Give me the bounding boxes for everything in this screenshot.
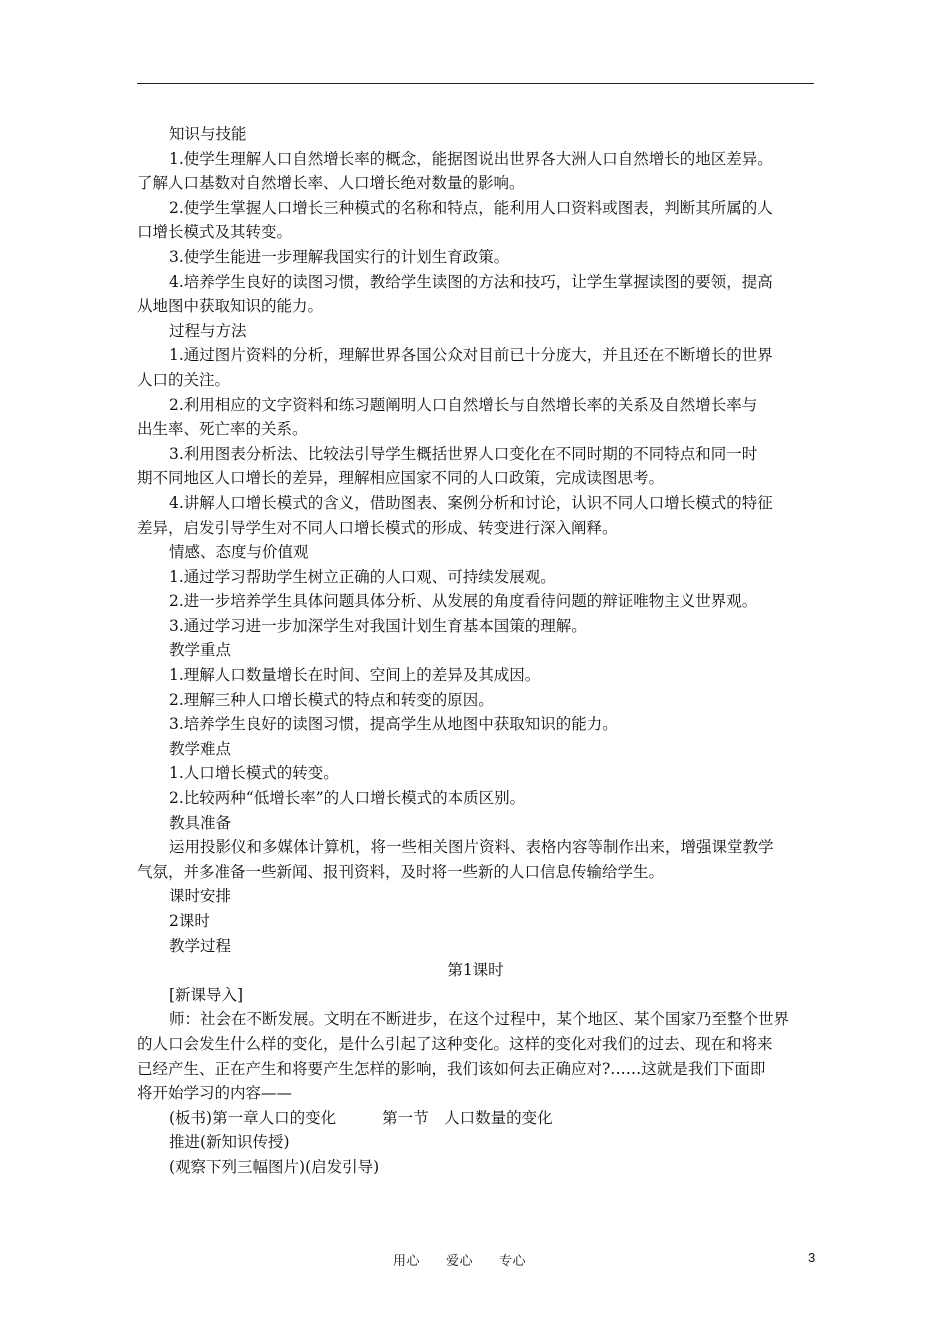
paragraph-line: 出生率、死亡率的关系。: [137, 420, 308, 439]
board-writing-section: 第一节 人口数量的变化: [382, 1108, 553, 1127]
board-writing-chapter: (板书)第一章人口的变化: [169, 1108, 337, 1127]
header-rule: [137, 83, 814, 84]
paragraph-line: 3.通过学习进一步加深学生对我国计划生育基本国策的理解。: [169, 616, 587, 635]
footer-motto-item: 爱心: [446, 1254, 474, 1269]
paragraph-line: 1.通过图片资料的分析，理解世界各国公众对目前已十分庞大，并且还在不断增长的世界: [169, 346, 773, 365]
page-footer: [0, 1250, 950, 1270]
board-writing-line: [137, 1106, 814, 1131]
heading-teaching-process: 教学过程: [169, 936, 232, 955]
paragraph-line: 师：社会在不断发展。文明在不断进步，在这个过程中，某个地区、某个国家乃至整个世界: [169, 1010, 790, 1029]
paragraph-line: 2课时: [169, 912, 210, 930]
paragraph-line: 人口的关注。: [137, 370, 231, 389]
paragraph-line: 3.使学生能进一步理解我国实行的计划生育政策。: [169, 247, 510, 266]
heading-teaching-aids: 教具准备: [169, 813, 232, 832]
footer-motto-item: 专心: [499, 1254, 527, 1269]
paragraph-line: 口增长模式及其转变。: [137, 223, 293, 242]
page-number: 3: [808, 1250, 816, 1265]
footer-motto-item: 用心: [393, 1254, 421, 1269]
heading-key-points: 教学重点: [169, 641, 232, 660]
heading-difficulties: 教学难点: [169, 739, 232, 758]
paragraph-line: 运用投影仪和多媒体计算机，将一些相关图片资料、表格内容等制作出来，增强课堂教学: [169, 838, 774, 857]
section-title-lesson-1: 第1课时: [447, 961, 504, 980]
paragraph-line: 2.理解三种人口增长模式的特点和转变的原因。: [169, 690, 494, 709]
paragraph-line: 已经产生、正在产生和将要产生怎样的影响，我们该如何去正确应对?……这就是我们下面即: [137, 1059, 766, 1078]
paragraph-line: 1.通过学习帮助学生树立正确的人口观、可持续发展观。: [169, 567, 556, 586]
heading-knowledge-skills: 知识与技能: [169, 125, 247, 143]
paragraph-line: (观察下列三幅图片)(启发引导): [169, 1157, 380, 1176]
paragraph-line: 3.培养学生良好的读图习惯，提高学生从地图中获取知识的能力。: [169, 715, 618, 734]
heading-process-methods: 过程与方法: [169, 321, 247, 340]
document-body: [137, 122, 814, 1180]
paragraph-line: 2.比较两种“低增长率”的人口增长模式的本质区别。: [169, 789, 526, 808]
paragraph-line: 的人口会发生什么样的变化，是什么引起了这种变化。这样的变化对我们的过去、现在和将来: [137, 1034, 773, 1053]
paragraph-line: 将开始学习的内容——: [137, 1084, 293, 1103]
paragraph-line: 2.进一步培养学生具体问题具体分析、从发展的角度看待问题的辩证唯物主义世界观。: [169, 592, 758, 611]
paragraph-line: 了解人口基数对自然增长率、人口增长绝对数量的影响。: [137, 174, 525, 193]
paragraph-line: 1.人口增长模式的转变。: [169, 764, 339, 783]
paragraph-line: 4.讲解人口增长模式的含义，借助图表、案例分析和讨论，认识不同人口增长模式的特征: [169, 493, 773, 512]
paragraph-line: 2.利用相应的文字资料和练习题阐明人口自然增长与自然增长率的关系及自然增长率与: [169, 395, 758, 414]
paragraph-line: [新课导入]: [169, 985, 244, 1004]
paragraph-line: 1.使学生理解人口自然增长率的概念，能据图说出世界各大洲人口自然增长的地区差异。: [169, 149, 773, 168]
paragraph-line: 4.培养学生良好的读图习惯，教给学生读图的方法和技巧，让学生掌握读图的要领，提高: [169, 272, 773, 291]
paragraph-line: 从地图中获取知识的能力。: [137, 297, 324, 316]
footer-motto: [393, 1250, 552, 1269]
heading-emotion-values: 情感、态度与价值观: [169, 543, 309, 562]
paragraph-line: 1.理解人口数量增长在时间、空间上的差异及其成因。: [169, 666, 541, 685]
paragraph-line: 气氛，并多准备一些新闻、报刊资料，及时将一些新的人口信息传输给学生。: [137, 862, 665, 881]
paragraph-line: 3.利用图表分析法、比较法引导学生概括世界人口变化在不同时期的不同特点和同一时: [169, 444, 758, 463]
paragraph-line: 2.使学生掌握人口增长三种模式的名称和特点，能利用人口资料或图表，判断其所属的人: [169, 198, 773, 217]
heading-schedule: 课时安排: [169, 887, 232, 906]
paragraph-line: 推进(新知识传授): [169, 1133, 290, 1152]
paragraph-line: 差异，启发引导学生对不同人口增长模式的形成、转变进行深入阐释。: [137, 518, 618, 537]
paragraph-line: 期不同地区人口增长的差异，理解相应国家不同的人口政策，完成读图思考。: [137, 469, 665, 488]
